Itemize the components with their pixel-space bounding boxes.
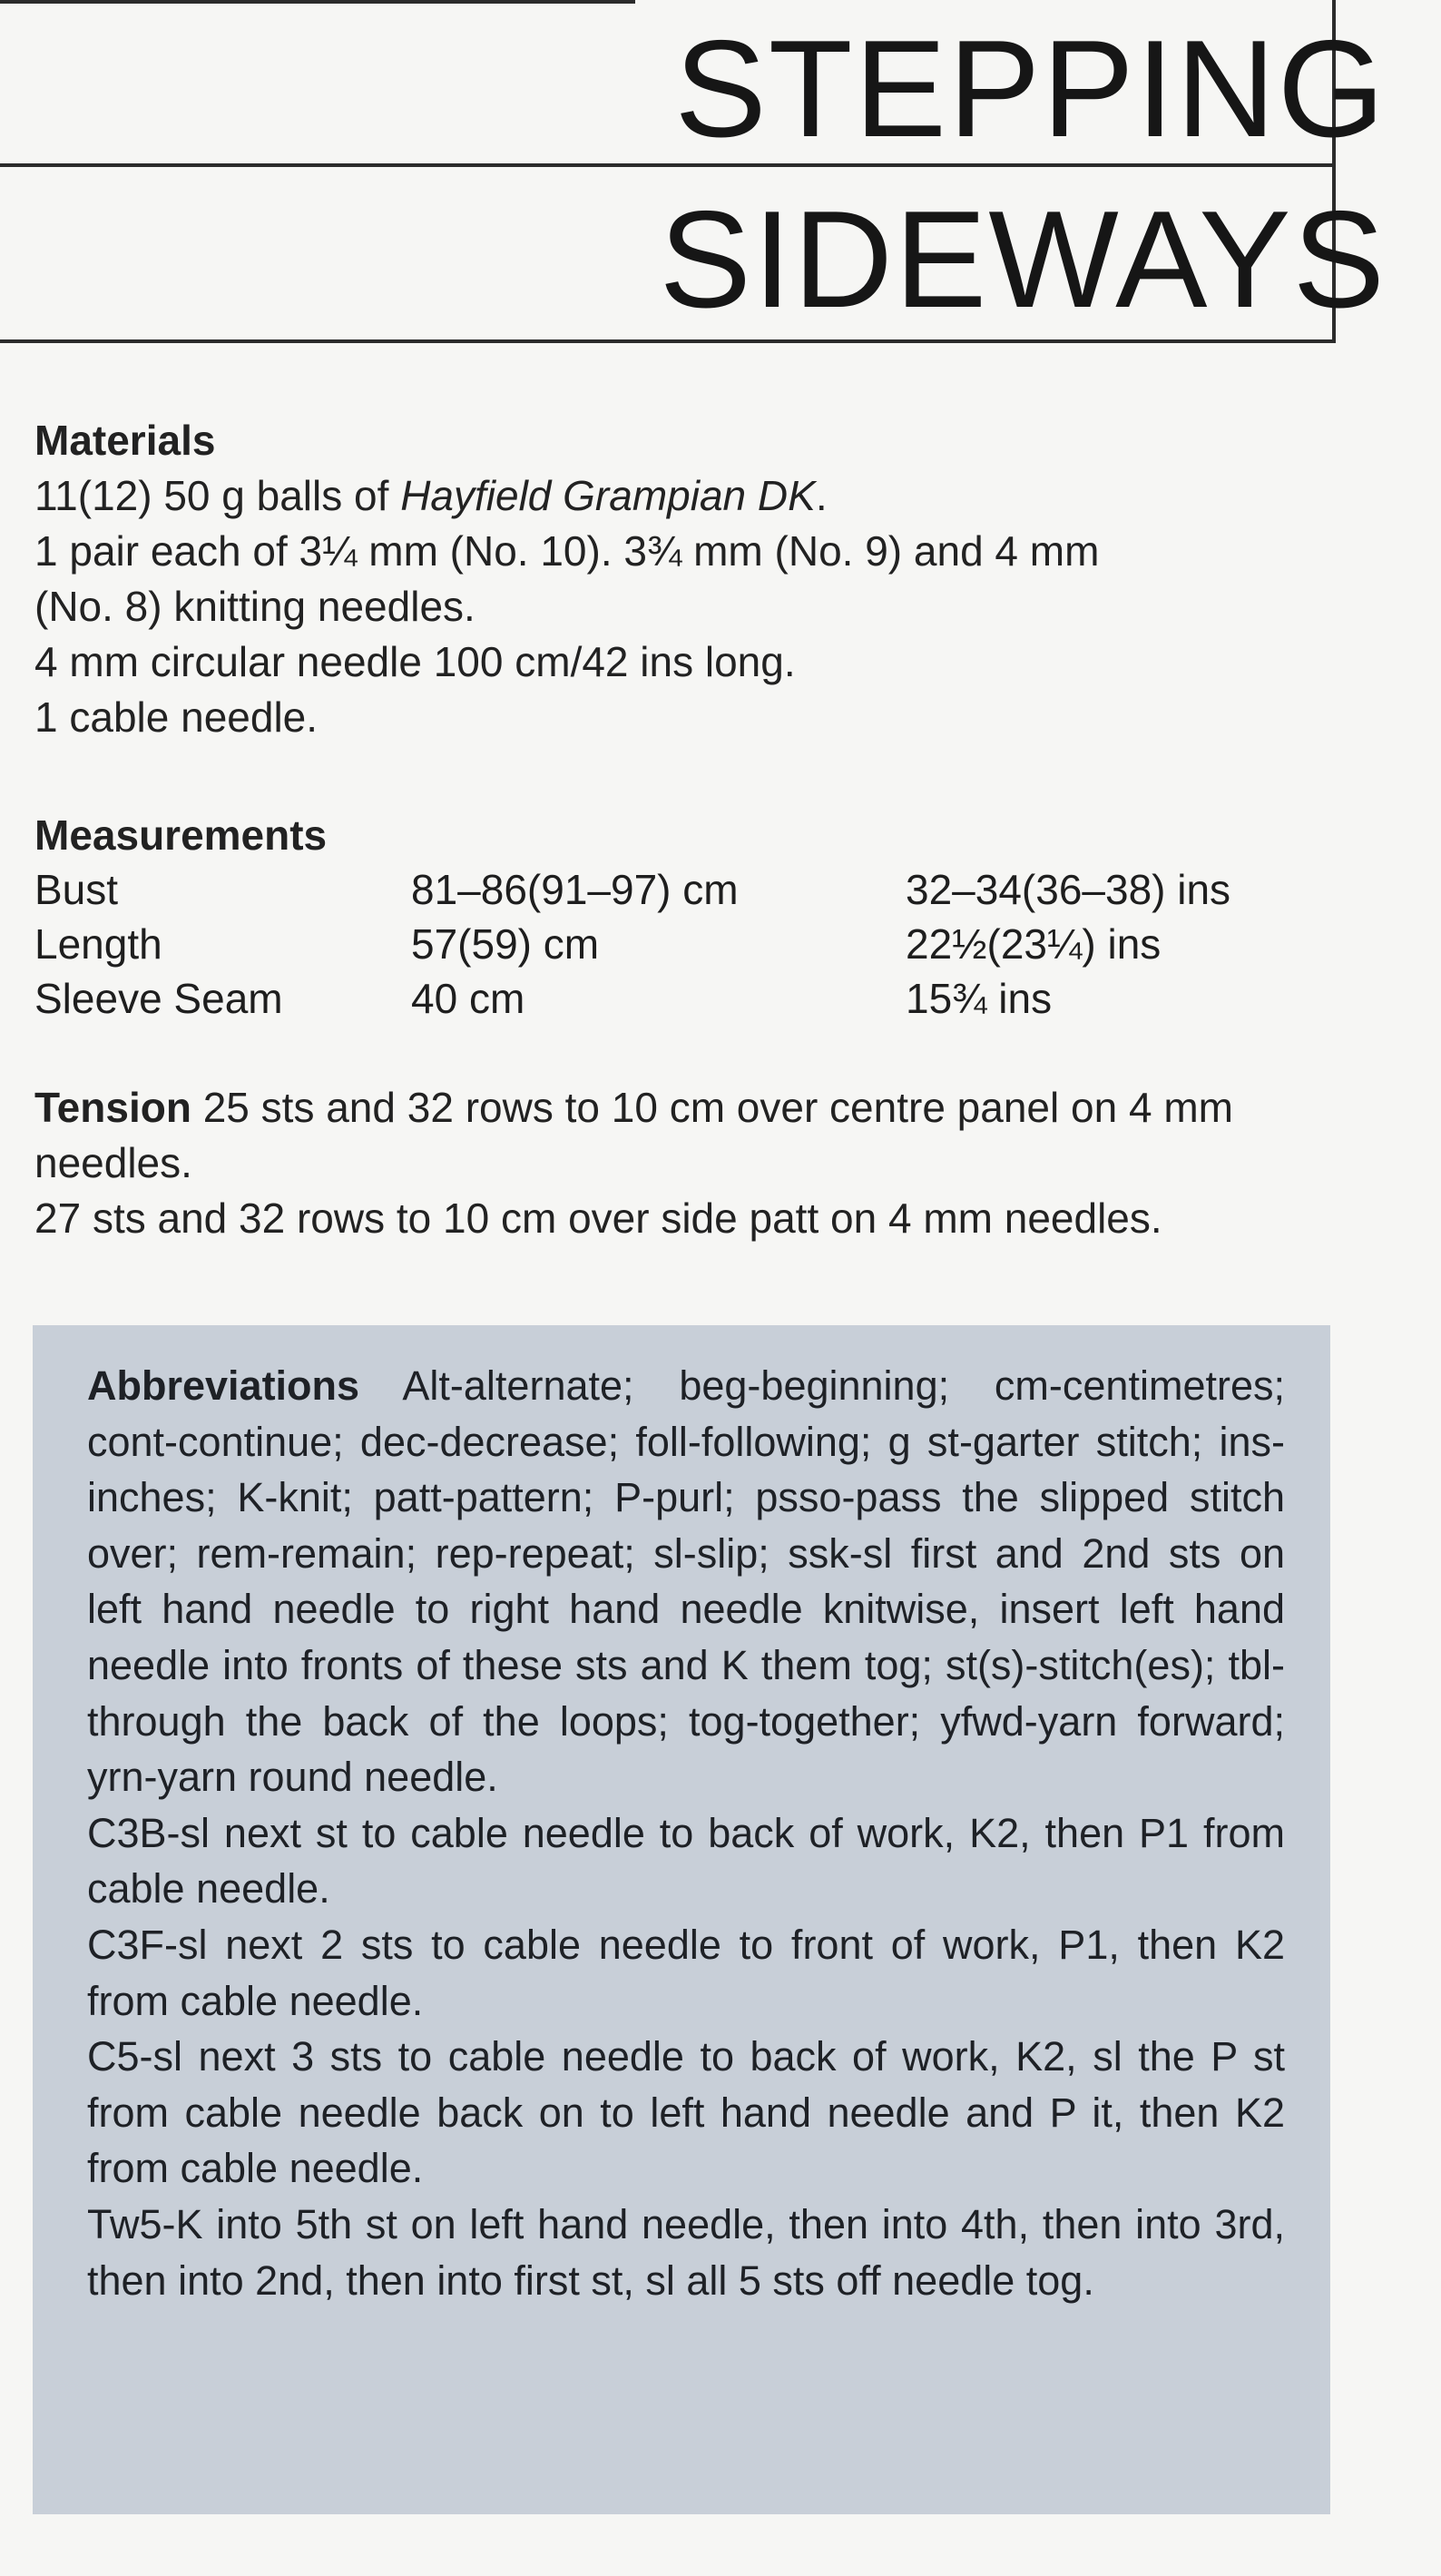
measurement-ins: 32–34(36–38) ins	[906, 866, 1231, 913]
materials-line-1	[34, 468, 1341, 524]
tension-section	[34, 1080, 1341, 1246]
materials-section	[34, 413, 1341, 745]
abbreviations-heading: Abbreviations	[87, 1362, 360, 1409]
measurement-ins: 22½(23¼) ins	[906, 920, 1162, 968]
abbr-tw5: Tw5-K into 5th st on left hand needle, then into 4th, then into 3rd, then into 2nd, then into first st, sl all 5 sts off needle tog.	[87, 2200, 1285, 2304]
abbreviations-text	[87, 1358, 1285, 2308]
measurement-label: Sleeve Seam	[34, 975, 283, 1022]
materials-yarn-period: .	[815, 472, 828, 519]
abbr-c3b: C3B-sl next st to cable needle to back of work, K2, then P1 from cable needle.	[87, 1809, 1285, 1912]
abbreviations-list: Alt-alternate; beg-beginning; cm-centimetres; cont-continue; dec-decrease; foll-following; g st-garter stitch; ins-inches; K-knit; patt-pattern; P-purl; psso-pass the slipped stitch over; rem-remain; rep-repeat; sl-slip; ssk-sl first and 2nd sts on left hand needle to right hand needle knitwise, insert left hand needle into fronts of these sts and K them tog; st(s)-stitch(es); tbl-through the back of the loops; tog-together; yfwd-yarn forward; yrn-yarn round needle.	[87, 1362, 1285, 1801]
measurement-cm: 81–86(91–97) cm	[411, 866, 739, 913]
measurements-table	[34, 862, 1341, 1026]
measurement-row-length	[34, 917, 1341, 971]
materials-line-4: 4 mm circular needle 100 cm/42 ins long.	[34, 638, 796, 685]
measurement-cm: 57(59) cm	[411, 920, 600, 968]
measurement-row-bust	[34, 862, 1341, 917]
tension-heading: Tension	[34, 1084, 191, 1131]
tension-text-1: 25 sts and 32 rows to 10 cm over centre panel on 4 mm needles.	[34, 1084, 1233, 1186]
abbreviations-box	[33, 1325, 1330, 2514]
materials-yarn-brand: Hayfield Grampian DK	[400, 472, 816, 519]
materials-line-5: 1 cable needle.	[34, 693, 319, 741]
measurement-label: Length	[34, 920, 162, 968]
materials-line-2: 1 pair each of 3¼ mm (No. 10). 3¾ mm (No. 9) and 4 mm	[34, 527, 1100, 575]
tension-para-2: 27 sts and 32 rows to 10 cm over side patt on 4 mm needles.	[34, 1195, 1162, 1242]
title-line-2: SIDEWAYS	[659, 182, 1387, 337]
materials-line-3: (No. 8) knitting needles.	[34, 583, 475, 630]
measurement-cm: 40 cm	[411, 975, 525, 1022]
abbreviations-intro	[87, 1358, 1285, 1805]
measurement-label: Bust	[34, 866, 119, 913]
abbr-c3f: C3F-sl next 2 sts to cable needle to front of work, P1, then K2 from cable needle.	[87, 1921, 1285, 2024]
title-line-1: STEPPING	[674, 12, 1387, 166]
abbr-c5: C5-sl next 3 sts to cable needle to back of work, K2, sl the P st from cable needle back on to left hand needle and P it, then K2 from cable needle.	[87, 2033, 1285, 2192]
materials-heading: Materials	[34, 417, 216, 464]
tension-para-1	[34, 1080, 1341, 1191]
measurement-row-sleeve-seam	[34, 971, 1341, 1026]
measurements-heading: Measurements	[34, 811, 328, 859]
measurement-ins: 15¾ ins	[906, 975, 1053, 1022]
materials-yarn-qty: 11(12) 50 g balls of	[34, 472, 401, 519]
